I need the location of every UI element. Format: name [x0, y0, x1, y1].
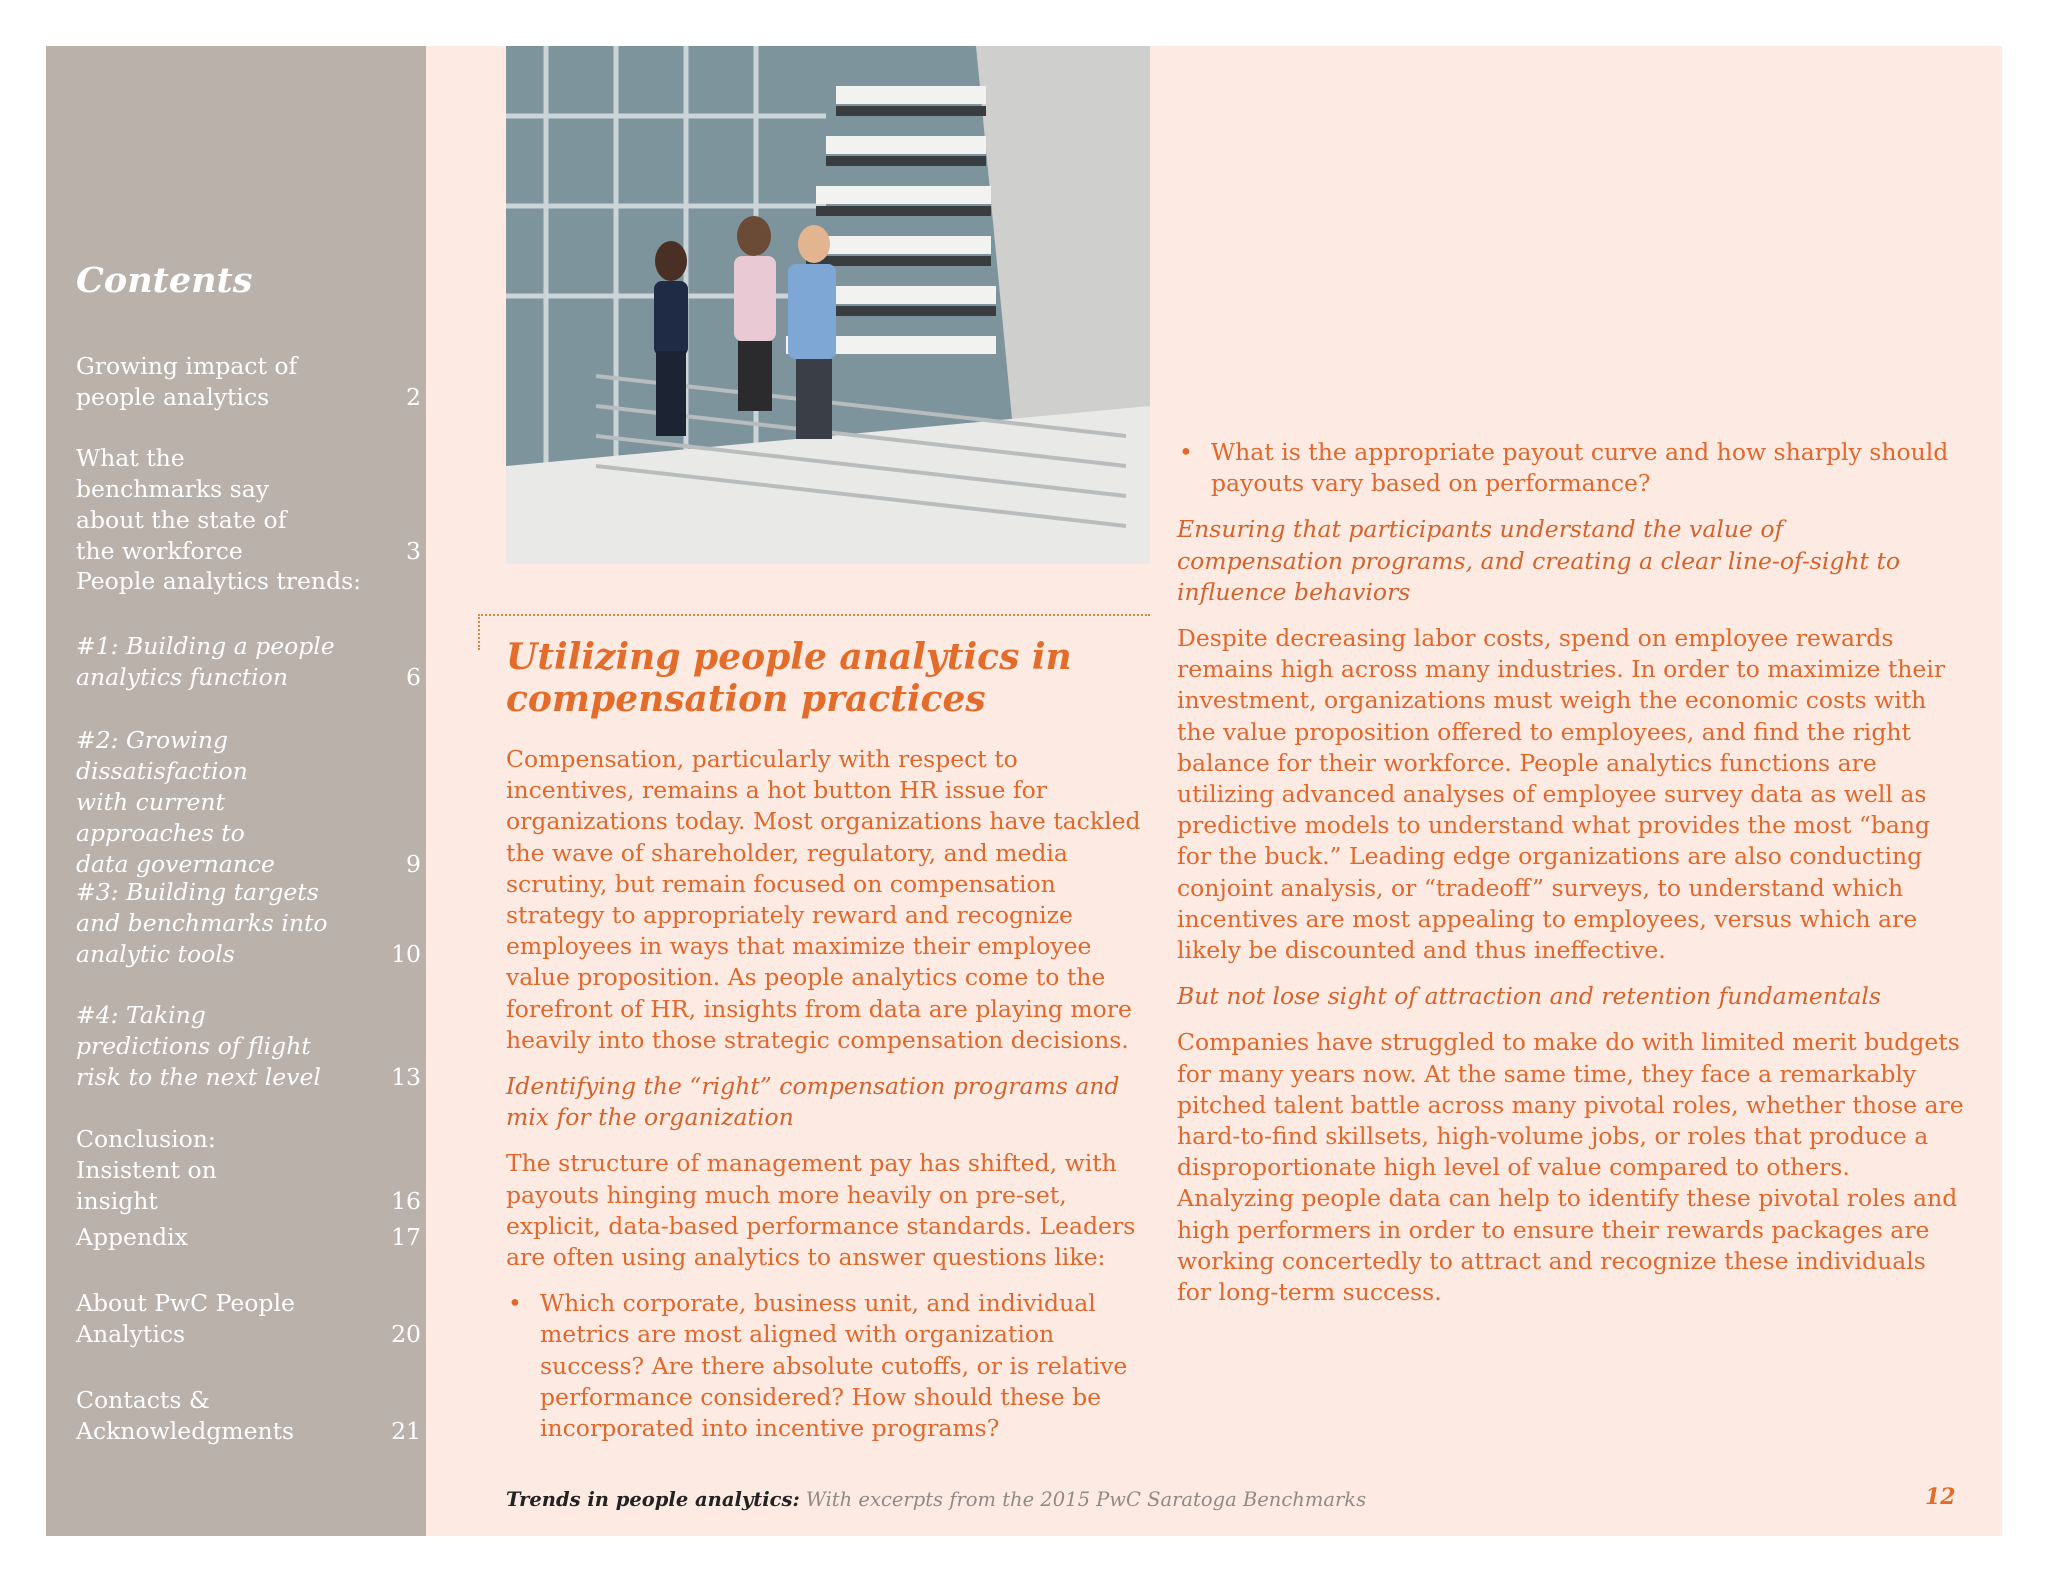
bullet-text: Which corporate, business unit, and individual metrics are most aligned with organization success? Are there absolute cutoffs, or is relative performance considered? How should these be incorporated into incentive programs? [540, 1289, 1128, 1443]
toc-item-page: 16 [391, 1187, 421, 1215]
toc-item-about[interactable] [76, 1288, 421, 1350]
toc-item-trends-header [76, 566, 421, 597]
toc-item-page: 3 [406, 537, 421, 565]
intro-paragraph: Compensation, particularly with respect to incentives, remains a hot button HR issue for organizations today. Most organizations have tackled the wave of shareholder, regulatory, and media scrutiny, but remain focused on compensation strategy to appropriately reward and recognize employees in ways that maximize their employee value proposition. As people analytics come to the forefront of HR, insights from data are playing more heavily into those strategic compensation decisions. [506, 745, 1141, 1054]
section-divider-tick [478, 614, 480, 650]
toc-item-trend-3[interactable] [76, 877, 421, 970]
bullet-icon: • [508, 1289, 522, 1318]
footer-title: Trends in people analytics: [506, 1488, 800, 1511]
subheading-right-programs: Identifying the “right” compensation programs and mix for the organization [506, 1072, 1120, 1132]
toc-item-label: People analytics trends: [76, 567, 362, 595]
section-divider [478, 614, 1150, 616]
toc-item-label: Appendix [76, 1223, 188, 1251]
toc-item-conclusion[interactable] [76, 1124, 421, 1217]
paragraph-merit-budgets: Companies have struggled to make do with limited merit budgets for many years now. At the same time, they face a remarkably pitched talent battle across many pivotal roles, whether those are hard-to-find skillsets, high-volume jobs, or roles that produce a disproportionate high level of value compared to others. Analyzing people data can help to identify these pivotal roles and high performers in order to ensure their rewards packages are working concertedly to attract and recognize these individuals for long-term success. [1177, 1028, 1964, 1307]
page-footer [506, 1488, 1366, 1511]
list-item [508, 1288, 1142, 1444]
bullet-text: What is the appropriate payout curve and how sharply should payouts vary based on performance? [1211, 438, 1949, 498]
toc-item-page: 13 [391, 1063, 421, 1091]
toc-item-page: 9 [406, 850, 421, 878]
office-staircase-photo [506, 46, 1150, 564]
toc-item-trend-2[interactable] [76, 725, 421, 880]
toc-item-label: What the benchmarks say about the state of the workforce [76, 444, 287, 565]
toc-item-contacts[interactable] [76, 1385, 421, 1447]
question-list-continued [1177, 437, 1967, 499]
photo-illustration [506, 46, 1150, 564]
toc-item-page: 6 [406, 663, 421, 691]
toc-item-growing-impact[interactable] [76, 351, 421, 413]
toc-item-label: Contacts & Acknowledgments [76, 1386, 295, 1445]
contents-title: Contents [76, 260, 253, 301]
toc-item-label: #1: Building a people analytics function [76, 632, 335, 691]
toc-item-label: About PwC People Analytics [76, 1289, 295, 1348]
toc-item-trend-4[interactable] [76, 1000, 421, 1093]
toc-item-label: #3: Building targets and benchmarks into analytic tools [76, 878, 328, 968]
subheading-value-understanding: Ensuring that participants understand the value of compensation programs, and creating a clear line-of-sight to influence behaviors [1177, 515, 1901, 606]
list-item [1179, 437, 1967, 499]
toc-item-benchmarks[interactable] [76, 443, 421, 567]
toc-item-label: Growing impact of people analytics [76, 352, 298, 411]
subheading-attraction-retention: But not lose sight of attraction and retention fundamentals [1177, 982, 1881, 1011]
toc-item-page: 2 [406, 383, 421, 411]
toc-item-label: Conclusion: Insistent on insight [76, 1125, 217, 1215]
toc-item-page: 20 [391, 1320, 421, 1348]
article-column-left [506, 744, 1142, 1459]
question-list [506, 1288, 1142, 1444]
paragraph-rewards-spend: Despite decreasing labor costs, spend on employee rewards remains high across many industries. In order to maximize their investment, organizations must weigh the economic costs with the value proposition offered to employees, and find the right balance for their workforce. People analytics functions are utilizing advanced analyses of employee survey data as well as predictive models to understand what provides the most “bang for the buck.” Leading edge organizations are also conducting conjoint analysis, or “tradeoff” surveys, to understand which incentives are most appealing to employees, versus which are likely be discounted and thus ineffective. [1177, 624, 1946, 965]
bullet-icon: • [1179, 438, 1193, 466]
toc-item-label: #4: Taking predictions of flight risk to the next level [76, 1001, 321, 1091]
contents-sidebar [46, 46, 426, 1536]
toc-item-page: 10 [391, 940, 421, 968]
toc-item-page: 17 [391, 1223, 421, 1251]
page-number: 12 [1925, 1484, 1956, 1510]
toc-item-trend-1[interactable] [76, 631, 421, 693]
toc-item-appendix[interactable] [76, 1222, 421, 1253]
article-column-right [1177, 437, 1967, 1323]
footer-subtitle: With excerpts from the 2015 PwC Saratoga Benchmarks [805, 1488, 1367, 1511]
toc-item-page: 21 [391, 1417, 421, 1445]
article-heading: Utilizing people analytics in compensation practices [506, 636, 1072, 720]
toc-item-label: #2: Growing dissatisfaction with current approaches to data governance [76, 726, 275, 878]
paragraph-management-pay: The structure of management pay has shifted, with payouts hinging much more heavily on pre-set, explicit, data-based performance standards. Leaders are often using analytics to answer questions like: [506, 1149, 1136, 1272]
